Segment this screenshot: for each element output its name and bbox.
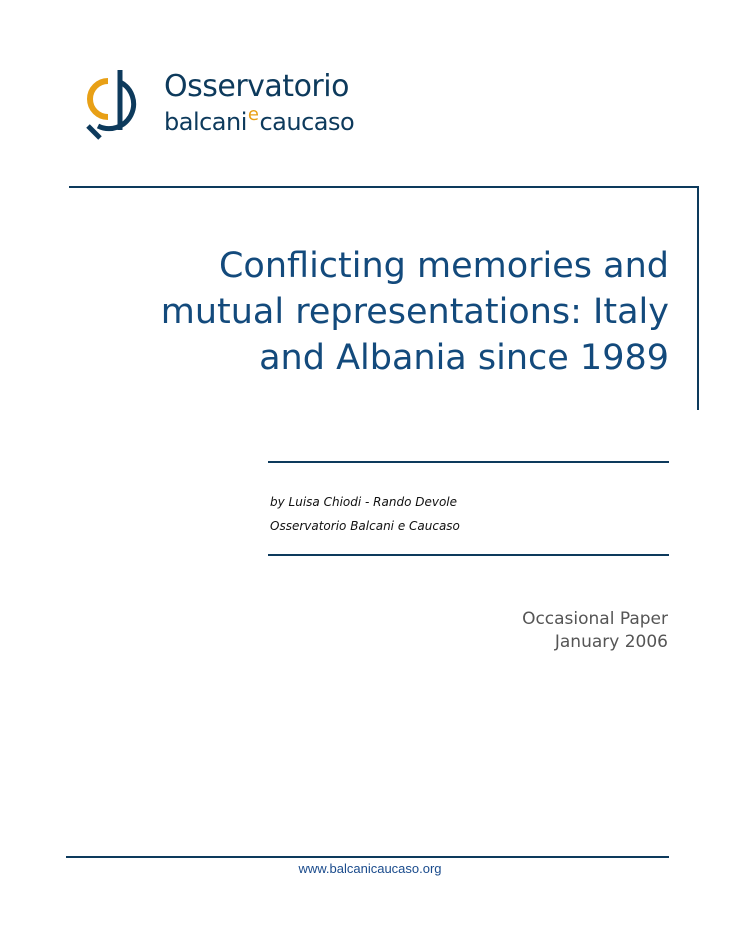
byline-top-divider (268, 461, 669, 463)
byline-bottom-divider (268, 554, 669, 556)
vertical-divider (697, 186, 699, 410)
affiliation: Osservatorio Balcani e Caucaso (270, 519, 460, 533)
paper-info (522, 608, 668, 654)
logo-text-balcani-caucaso (164, 104, 355, 139)
footer-url-link[interactable]: www.balcanicaucaso.org (298, 861, 442, 876)
byline (270, 490, 460, 538)
authors: by Luisa Chiodi - Rando Devole (270, 495, 458, 509)
logo-text-osservatorio: Osservatorio (164, 69, 349, 104)
logo-text-balcani: balcani (164, 108, 247, 136)
title-line-3: and Albania since 1989 (259, 338, 669, 378)
paper-date: January 2006 (554, 632, 668, 652)
document-title (80, 243, 669, 381)
footer-divider (66, 856, 669, 858)
paper-type: Occasional Paper (522, 609, 668, 629)
logo-mark-icon (86, 64, 158, 144)
logo-text-e: e (247, 104, 259, 125)
title-line-1: Conflicting memories and (218, 246, 669, 286)
top-divider (69, 186, 699, 188)
title-line-2: mutual representations: Italy (160, 292, 669, 332)
logo-text-caucaso: caucaso (259, 108, 355, 136)
logo (86, 64, 376, 144)
